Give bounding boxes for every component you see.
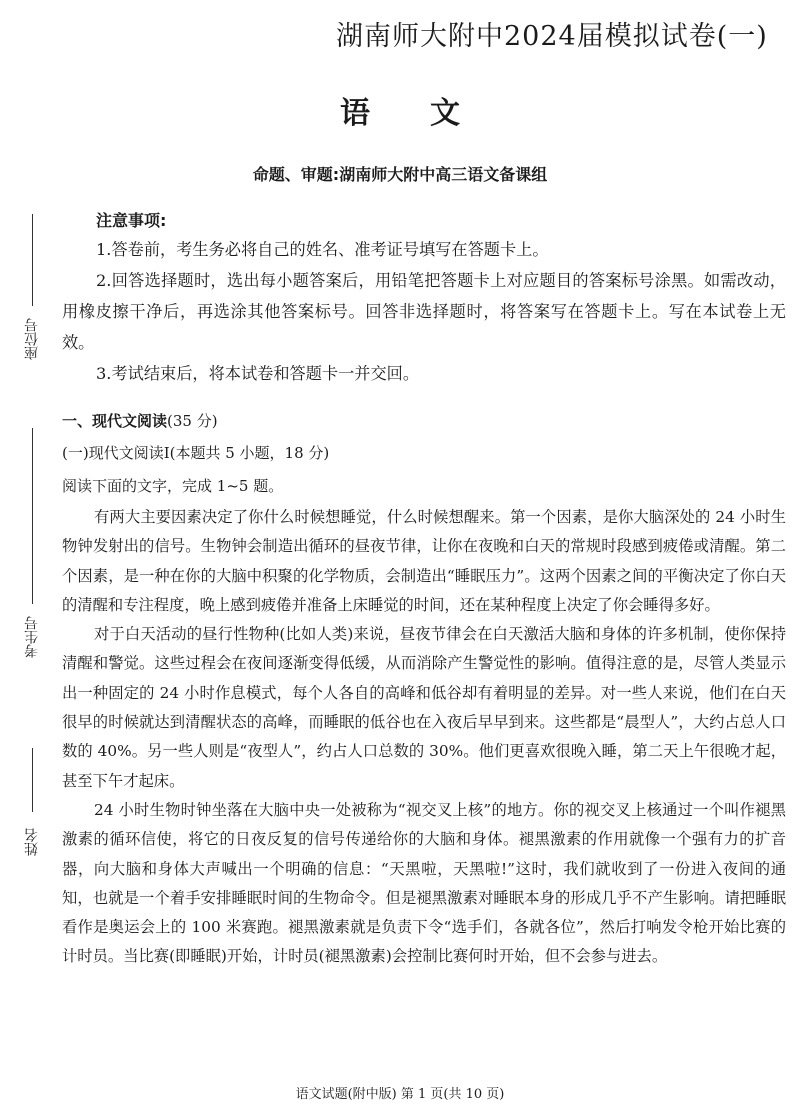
exam-number-field <box>18 428 48 660</box>
section-heading-text: 一、现代文阅读 <box>62 412 168 430</box>
exam-number-label: 考生号 <box>24 616 40 658</box>
seat-number-line <box>32 214 33 306</box>
note-item: 2.回答选择题时，选出每小题答案后，用铅笔把答题卡上对应题目的答案标号涂黑。如需改动，用橡皮擦干净后，再选涂其他答案标号。回答非选择题时，将答案写在答题卡上。写在本试卷上无效。 <box>62 271 786 352</box>
section-points: (35 分) <box>167 412 218 430</box>
name-line <box>32 748 33 812</box>
section-heading <box>62 410 218 431</box>
seat-number-field <box>18 214 48 364</box>
subsection-heading: (一)现代文阅读Ⅰ(本题共 5 小题，18 分) <box>62 444 330 462</box>
setters-line: 命题、审题:湖南师大附中高三语文备课组 <box>252 165 548 184</box>
notes-heading: 注意事项: <box>96 211 167 230</box>
passage-paragraph: 对于白天活动的昼行性物种(比如人类)来说，昼夜节律会在白天激活大脑和身体的许多机制，使你保持清醒和警觉。这些过程会在夜间逐渐变得低缓，从而消除产生警觉性的影响。值得注意的是，尽管人类显示出一种固定的 24 小时作息模式，每个人各自的高峰和低谷却有着明显的差异。对一些人来说，他们在白天很早的时候就达到清醒状态的高峰，而睡眠的低谷也在入夜后早早到来。这些都是“晨型人”，大约占总人口数的 40%。另一些人则是“夜型人”，约占人口总数的 30%。他们更喜欢很晚入睡，第二天上午很晚才起，甚至下午才起床。 <box>62 625 786 790</box>
passage-paragraph: 有两大主要因素决定了你什么时候想睡觉，什么时候想醒来。第一个因素，是你大脑深处的 24 小时生物钟发射出的信号。生物钟会制造出循环的昼夜节律，让你在夜晚和白天的常规时段感到疲倦或清醒。第二个因素，是一种在你的大脑中积聚的化学物质，会制造出“睡眠压力”。这两个因素之间的平衡决定了你白天的清醒和专注程度，晚上感到疲倦并准备上床睡觉的时间，还在某种程度上决定了你会睡得多好。 <box>62 508 786 614</box>
subject-title: 语文 <box>340 96 520 131</box>
notes-list <box>62 234 786 389</box>
page-footer: 语文试题(附中版) 第 1 页(共 10 页) <box>295 1087 505 1102</box>
exam-number-line <box>32 428 33 604</box>
seat-number-label: 座位号 <box>24 318 40 360</box>
note-item: 3.考试结束后，将本试卷和答题卡一并交回。 <box>96 364 420 383</box>
reading-passage <box>62 503 786 972</box>
name-label: 姓名 <box>24 828 40 856</box>
note-item: 1.答卷前，考生务必将自己的姓名、准考证号填写在答题卡上。 <box>96 240 549 259</box>
name-field <box>18 748 48 860</box>
reading-instruction: 阅读下面的文字，完成 1~5 题。 <box>62 477 284 495</box>
exam-title: 湖南师大附中2024届模拟试卷(一) <box>336 21 768 52</box>
passage-paragraph: 24 小时生物时钟坐落在大脑中央一处被称为“视交叉上核”的地方。你的视交叉上核通过一个叫作褪黑激素的循环信使，将它的日夜反复的信号传递给你的大脑和身体。褪黑激素的作用就像一个强有力的扩音器，向大脑和身体大声喊出一个明确的信息：“天黑啦，天黑啦!”这时，我们就收到了一份进入夜间的通知，也就是一个着手安排睡眠时间的生物命令。但是褪黑激素对睡眠本身的形成几乎不产生影响。请把睡眠看作是奥运会上的 100 米赛跑。褪黑激素就是负责下令“选手们，各就各位”，然后打响发令枪开始比赛的计时员。当比赛(即睡眠)开始，计时员(褪黑激素)会控制比赛何时开始，但不会参与进去。 <box>62 800 786 966</box>
